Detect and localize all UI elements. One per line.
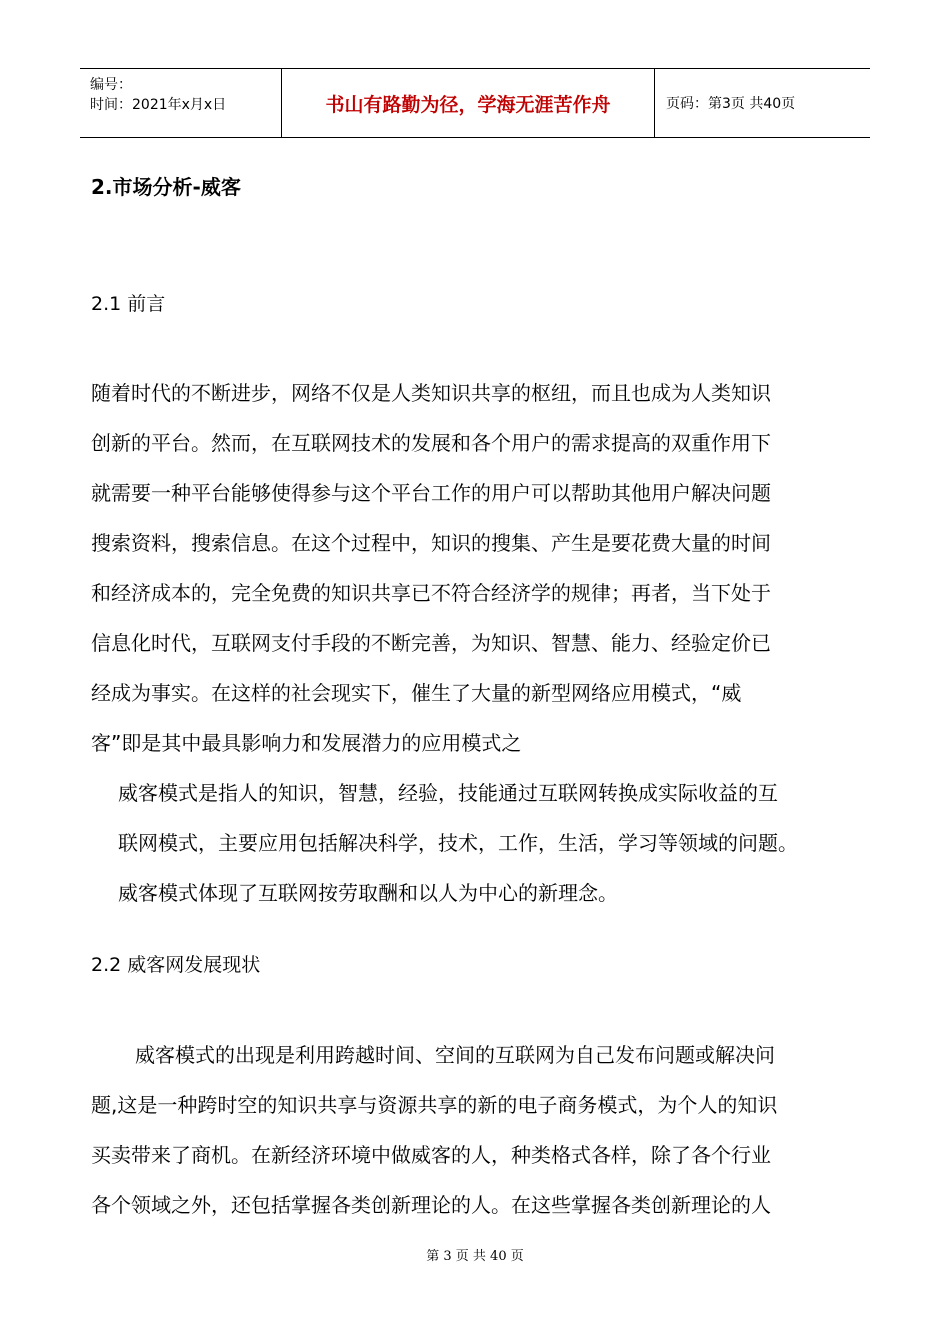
text-line: 买卖带来了商机。在新经济环境中做威客的人，种类格式各样，除了各个行业 — [91, 1143, 771, 1167]
text-line: 信息化时代，互联网支付手段的不断完善，为知识、智慧、能力、经验定价已 — [91, 631, 771, 655]
paragraph-status — [91, 1030, 777, 1230]
page-footer: 第 3 页 共 40 页 — [426, 1249, 524, 1264]
text-line: 经成为事实。在这样的社会现实下，催生了大量的新型网络应用模式，“威 — [91, 681, 742, 705]
header-page-label: 页码：第3页 共40页 — [666, 96, 796, 112]
text-line: 创新的平台。然而，在互联网技术的发展和各个用户的需求提高的双重作用下 — [91, 431, 771, 455]
paragraph-intro — [91, 368, 771, 768]
section-title: 2.市场分析-威客 — [91, 175, 241, 199]
subsection-title-2-2: 2.2 威客网发展现状 — [91, 954, 261, 976]
text-line: 各个领域之外，还包括掌握各类创新理论的人。在这些掌握各类创新理论的人 — [91, 1193, 771, 1217]
paragraph-definition — [118, 768, 798, 918]
number-label: 编号： — [90, 77, 132, 93]
text-line: 联网模式，主要应用包括解决科学，技术，工作，生活，学习等领域的问题。 — [118, 831, 798, 855]
text-line: 搜索资料，搜索信息。在这个过程中，知识的搜集、产生是要花费大量的时间 — [91, 531, 771, 555]
text-line: 威客模式是指人的知识，智慧，经验，技能通过互联网转换成实际收益的互 — [118, 781, 778, 805]
date-label: 时间：2021年x月x日 — [90, 97, 227, 113]
header-motto: 书山有路勤为径，学海无涯苦作舟 — [281, 69, 655, 137]
text-line: 和经济成本的，完全免费的知识共享已不符合经济学的规律；再者，当下处于 — [91, 581, 771, 605]
text-line: 客”即是其中最具影响力和发展潜力的应用模式之 — [91, 731, 522, 755]
header-meta — [80, 69, 281, 143]
page-header — [80, 68, 870, 138]
text-line: 威客模式的出现是利用跨越时间、空间的互联网为自己发布问题或解决问 — [135, 1043, 775, 1067]
text-line: 随着时代的不断进步，网络不仅是人类知识共享的枢纽，而且也成为人类知识 — [91, 381, 771, 405]
text-line: 威客模式体现了互联网按劳取酬和以人为中心的新理念。 — [118, 881, 618, 905]
text-line: 就需要一种平台能够使得参与这个平台工作的用户可以帮助其他用户解决问题 — [91, 481, 771, 505]
subsection-title-2-1: 2.1 前言 — [91, 293, 166, 315]
text-line: 题,这是一种跨时空的知识共享与资源共享的新的电子商务模式，为个人的知识 — [91, 1093, 778, 1117]
